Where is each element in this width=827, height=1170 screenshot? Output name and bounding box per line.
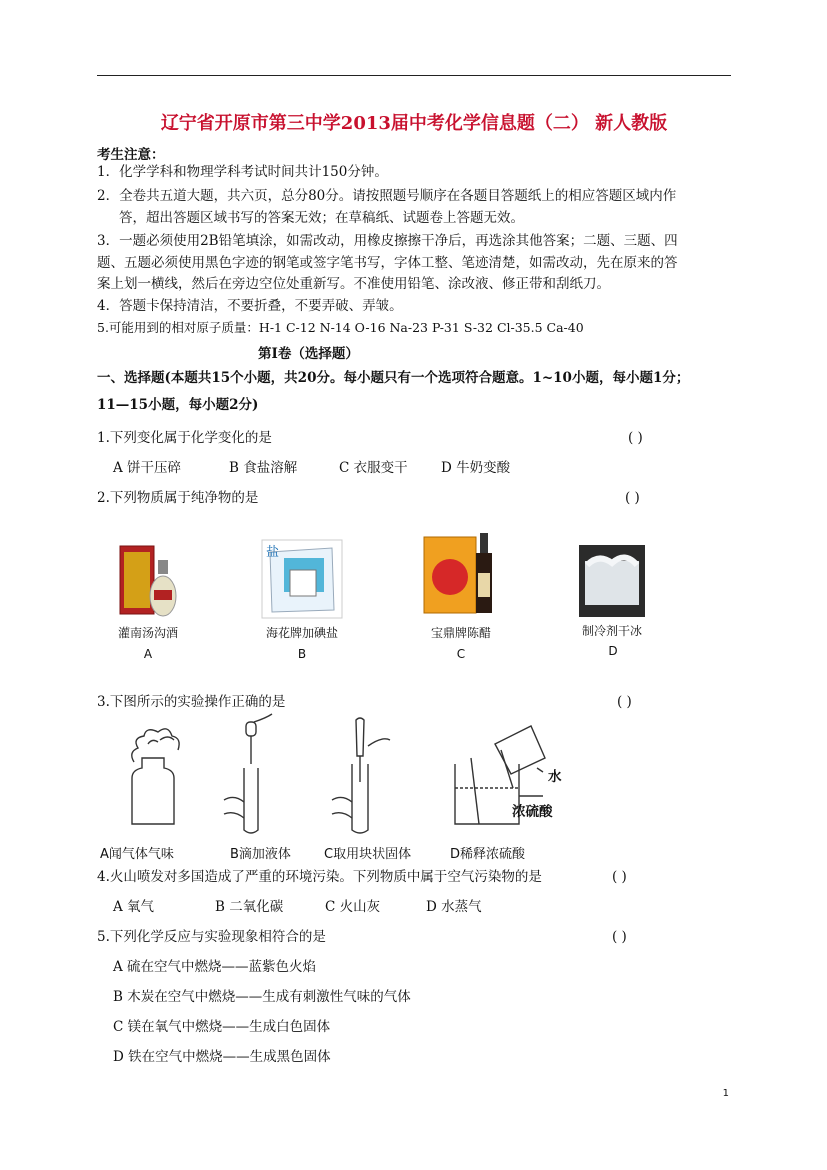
q2-image-letter-d: D: [608, 644, 618, 658]
q3-image-label-d: D稀释浓硫酸: [450, 847, 526, 862]
q1-option-d: D 牛奶变酸: [441, 460, 511, 476]
notice-item-2-cont: 答，超出答题区域书写的答案无效；在草稿纸、试题卷上答题无效。: [119, 210, 524, 226]
page-number: 1: [722, 1088, 729, 1099]
q2-image-letter-b: B: [297, 647, 307, 661]
question-4-stem: 4.火山喷发对多国造成了严重的环境污染。下列物质中属于空气污染物的是: [97, 869, 542, 885]
liquor-bottle-image: [118, 538, 178, 618]
document-title: 辽宁省开原市第三中学2013届中考化学信息题（二） 新人教版: [160, 113, 668, 134]
drop-liquid-diagram: [222, 718, 287, 838]
q1-option-a: A 饼干压碎: [113, 460, 182, 476]
q1-option-c: C 衣服变干: [339, 460, 408, 476]
question-3-stem: 3.下图所示的实验操作正确的是: [97, 694, 286, 710]
q2-image-label-a: 灌南汤沟酒: [117, 626, 178, 640]
take-solid-diagram: [330, 716, 400, 840]
section1-line2: 11—15小题，每小题2分): [97, 397, 259, 413]
q3-image-label-b: B滴加液体: [230, 847, 291, 862]
question-5-paren: ( ): [612, 929, 627, 945]
notice-item-2: 2．全卷共五道大题，共六页，总分80分。请按照题号顺序在各题目答题纸上的相应答题区域内作: [97, 188, 677, 204]
q1-option-b: B 食盐溶解: [229, 460, 298, 476]
question-1-paren: ( ): [628, 430, 643, 446]
question-5-stem: 5.下列化学反应与实验现象相符合的是: [97, 929, 326, 945]
svg-text:盐: 盐: [266, 545, 280, 560]
question-1-stem: 1.下列变化属于化学变化的是: [97, 430, 272, 446]
smell-gas-diagram: [118, 722, 193, 832]
notice-item-4: 4．答题卡保持清洁，不要折叠，不要弄破、弄皱。: [97, 298, 403, 314]
q2-image-label-b: 海花牌加碘盐: [265, 626, 338, 640]
q4-option-d: D 水蒸气: [426, 899, 482, 915]
notice-heading: 考生注意：: [97, 147, 165, 163]
q5-option-d: D 铁在空气中燃烧——生成黑色固体: [113, 1049, 331, 1065]
vinegar-image: [424, 533, 496, 617]
question-2-stem: 2.下列物质属于纯净物的是: [97, 490, 259, 506]
diagram-label-water: 水: [548, 769, 562, 785]
salt-package-image: [262, 540, 342, 618]
q5-option-c: C 镁在氧气中燃烧——生成白色固体: [113, 1019, 331, 1035]
q3-image-label-c: C取用块状固体: [324, 847, 412, 862]
q5-option-a: A 硫在空气中燃烧——蓝紫色火焰: [113, 959, 317, 975]
notice-item-3: 3．一题必须使用2B铅笔填涂，如需改动，用橡皮擦擦干净后，再选涂其他答案；二题、三题、四: [97, 233, 678, 249]
q4-option-b: B 二氧化碳: [215, 899, 284, 915]
q4-option-a: A 氧气: [113, 899, 155, 915]
q3-image-label-a: A闻气体气味: [100, 847, 174, 862]
question-3-paren: ( ): [617, 694, 632, 710]
diagram-label-sulfuric-acid: 浓硫酸: [512, 804, 553, 820]
q2-image-letter-a: A: [143, 647, 153, 661]
header-rule: [97, 75, 731, 76]
notice-item-3-cont2: 案上划一横线，然后在旁边空位处重新写。不准使用铅笔、涂改液、修正带和刮纸刀。: [97, 276, 610, 292]
volume-title: 第Ⅰ卷（选择题）: [258, 346, 359, 362]
dry-ice-image: [579, 545, 645, 617]
notice-item-3-cont1: 题、五题必须使用黑色字迹的钢笔或签字笔书写，字体工整、笔迹清楚，如需改动，先在原来的答: [97, 255, 678, 271]
q2-image-label-d: 制冷剂干冰: [581, 624, 642, 638]
q2-image-letter-c: C: [456, 647, 466, 661]
notice-item-5: 5.可能用到的相对原子质量：H-1 C-12 N-14 O-16 Na-23 P-31 S-32 Cl-35.5 Ca-40: [97, 320, 584, 335]
section1-line1: 一、选择题(本题共15个小题，共20分。每小题只有一个选项符合题意。1~10小题，每小题1分；: [97, 370, 690, 386]
q4-option-c: C 火山灰: [325, 899, 381, 915]
q5-option-b: B 木炭在空气中燃烧——生成有刺激性气味的气体: [113, 989, 411, 1005]
q2-image-label-c: 宝鼎牌陈醋: [430, 626, 491, 640]
question-2-paren: ( ): [625, 490, 640, 506]
question-4-paren: ( ): [612, 869, 627, 885]
notice-item-1: 1．化学学科和物理学科考试时间共计150分钟。: [97, 164, 388, 180]
